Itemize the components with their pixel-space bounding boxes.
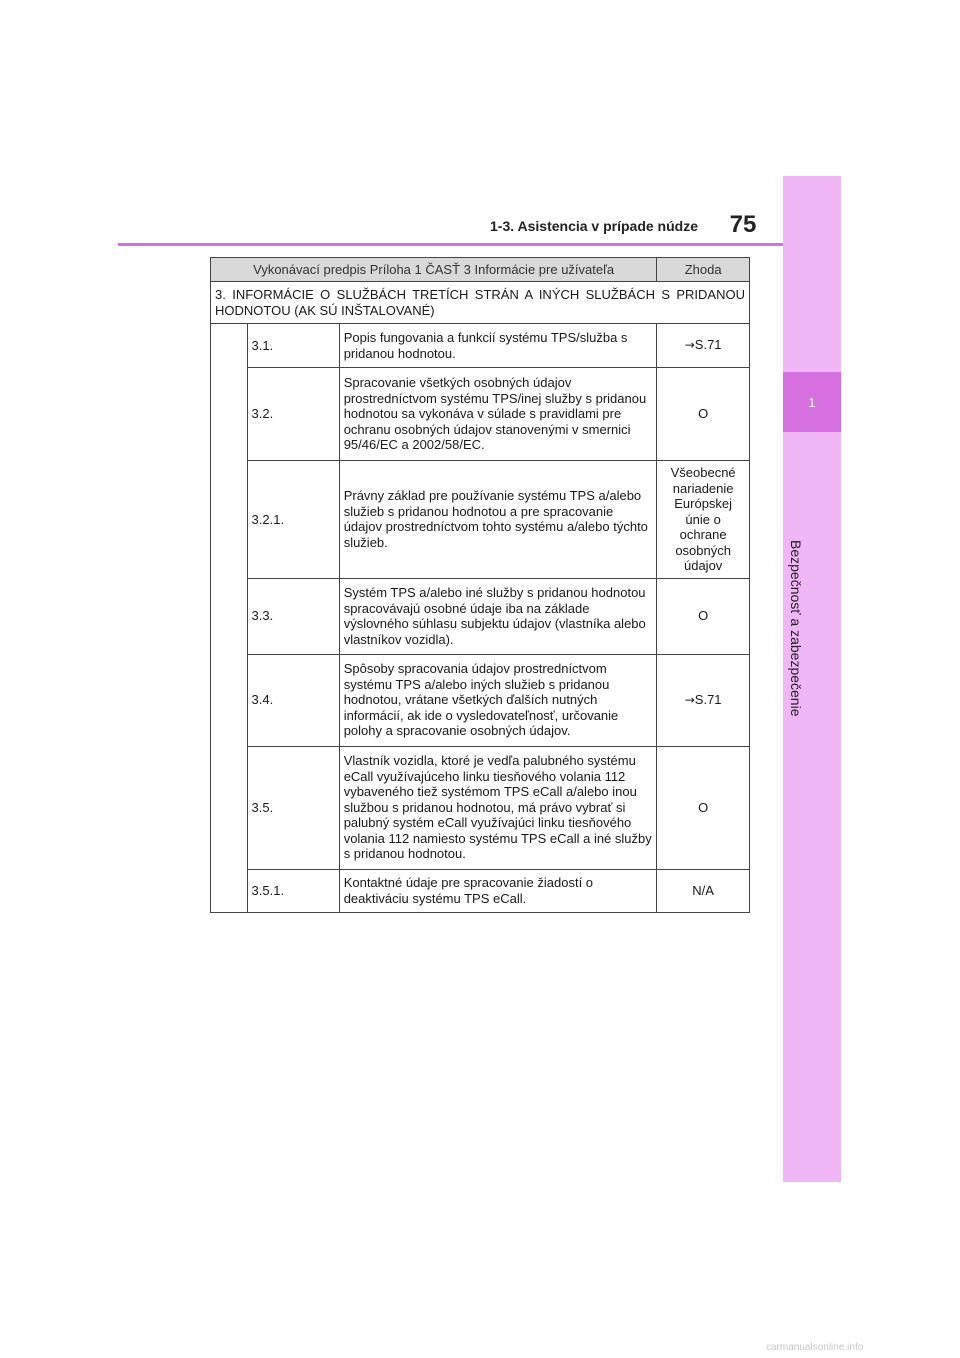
row-number: 3.3. <box>247 578 339 654</box>
table-row <box>211 654 750 746</box>
column-header-compliance: Zhoda <box>657 258 750 282</box>
table-row <box>211 461 750 579</box>
row-number: 3.2.1. <box>247 461 339 579</box>
chapter-label: Bezpečnosť a zabezpečenie <box>788 540 804 717</box>
page-reference-link[interactable]: S.71 <box>694 691 722 707</box>
row-number: 3.1. <box>247 324 339 368</box>
row-number: 3.5.1. <box>247 869 339 912</box>
row-number: 3.4. <box>247 654 339 746</box>
section-title: 1-3. Asistencia v prípade núdze <box>490 218 698 234</box>
arrow-right-icon: → <box>684 692 695 707</box>
table-row <box>211 324 750 368</box>
chapter-number-tab[interactable]: 1 <box>783 372 841 432</box>
row-description: Spôsoby spracovania údajov prostredníctvom systému TPS a/alebo iných služieb s pridanou hodnotou, vrátane všetkých ďalších nutných informácií, ak ide o vysledovateľnosť, určovanie polohy a spracovanie osobných údajov. <box>339 654 657 746</box>
row-description: Spracovanie všetkých osobných údajov prostredníctvom systému TPS/inej služby s pridanou hodnotou sa vykonáva v súlade s pravidlami pre ochranu osobných údajov stanovenými v smernici 95/46/EC a 2002/58/EC. <box>339 368 657 461</box>
row-value: O <box>657 368 750 461</box>
row-number: 3.2. <box>247 368 339 461</box>
table-row <box>211 368 750 461</box>
row-value <box>657 654 750 746</box>
page-reference-link[interactable]: S.71 <box>694 337 722 353</box>
arrow-right-icon: → <box>684 338 695 353</box>
column-header-regulation: Vykonávací predpis Príloha 1 ČASŤ 3 Informácie pre užívateľa <box>211 258 657 282</box>
table-row <box>211 746 750 869</box>
indent-cell <box>211 324 248 913</box>
table-row <box>211 869 750 912</box>
row-value: O <box>657 746 750 869</box>
section-heading: 3. INFORMÁCIE O SLUŽBÁCH TRETÍCH STRÁN A INÝCH SLUŽBÁCH S PRIDANOU HODNOTOU (AK SÚ INŠTALOVANÉ) <box>211 282 750 324</box>
row-description: Vlastník vozidla, ktoré je vedľa palubného systému eCall využívajúceho linku tiesňového volania 112 vybaveného tiež systémom TPS eCall a/alebo inou službou s pridanou hodnotou, má právo vybrať si palubný systém eCall využívajúci linku tiesňového volania 112 namiesto systému TPS eCall a iné služby s pridanou hodnotou. <box>339 746 657 869</box>
row-description: Právny základ pre používanie systému TPS a/alebo služieb s pridanou hodnotou a pre spracovanie údajov prostredníctvom tohto systému a/alebo týchto služieb. <box>339 461 657 579</box>
row-description: Popis fungovania a funkcií systému TPS/služba s pridanou hodnotou. <box>339 324 657 368</box>
header-rule <box>118 243 783 246</box>
row-description: Systém TPS a/alebo iné služby s pridanou hodnotou spracovávajú osobné údaje iba na základe výslovného súhlasu subjektu údajov (vlastníka alebo vlastníkov vozidla). <box>339 578 657 654</box>
table-header-row <box>211 258 750 282</box>
row-value: N/A <box>657 869 750 912</box>
page-number: 75 <box>729 211 757 238</box>
section-row <box>211 282 750 324</box>
table-row <box>211 578 750 654</box>
row-value <box>657 324 750 368</box>
row-description: Kontaktné údaje pre spracovanie žiadostí o deaktiváciu systému TPS eCall. <box>339 869 657 912</box>
row-value: Všeobecné nariadenie Európskej únie o ochrane osobných údajov <box>657 461 750 579</box>
compliance-table <box>210 257 750 913</box>
watermark: carmanualsonline.info <box>766 1342 864 1353</box>
row-number: 3.5. <box>247 746 339 869</box>
row-value: O <box>657 578 750 654</box>
